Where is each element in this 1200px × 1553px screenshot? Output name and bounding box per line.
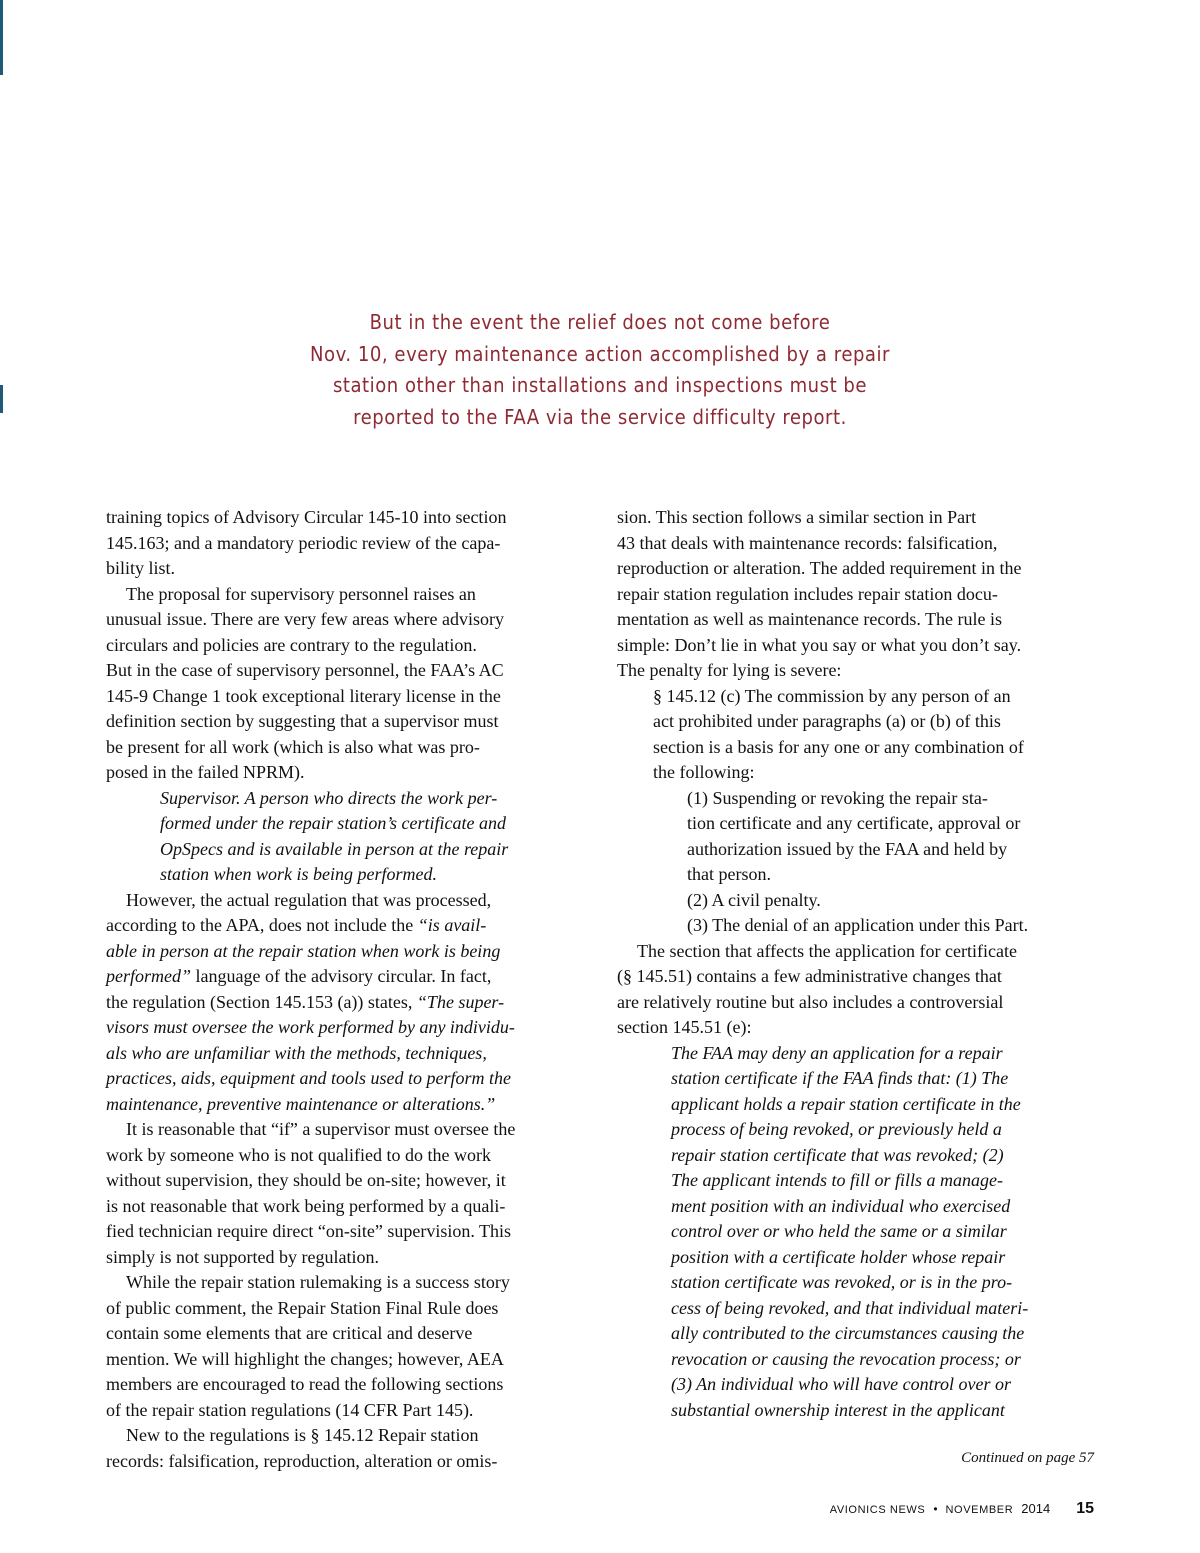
text-line: [106, 1015, 586, 1041]
text-line: (3) The denial of an application under this Part.: [687, 915, 1029, 935]
text-line: [106, 1041, 586, 1067]
pull-quote-line: But in the event the relief does not come before: [369, 310, 831, 334]
italic-fragment: maintenance, preventive maintenance or alterations.”: [106, 1093, 496, 1114]
text-line: formed under the repair station’s certificate and: [160, 813, 506, 833]
text-line: control over or who held the same or a similar: [671, 1221, 1007, 1241]
text-line: ally contributed to the circumstances causing the: [671, 1323, 1025, 1343]
text-line: the following:: [653, 762, 755, 782]
issue-year: 2014: [1021, 1501, 1051, 1516]
text-line: definition section by suggesting that a supervisor must: [106, 711, 499, 731]
text-line: be present for all work (which is also what was pro-: [106, 736, 480, 757]
text-line: is not reasonable that work being performed by a quali-: [106, 1195, 506, 1216]
text-line: However, the actual regulation that was processed,: [126, 889, 492, 910]
right-text-column: [617, 505, 1097, 1423]
pull-quote-line: Nov. 10, every maintenance action accomplished by a repair: [309, 341, 891, 366]
text-line: training topics of Advisory Circular 145-10 into section: [106, 507, 507, 527]
text-line: section 145.51 (e):: [617, 1017, 752, 1037]
page-edge-mark-top: [0, 0, 3, 75]
text-line: § 145.12 (c) The commission by any person of an: [653, 685, 1011, 706]
page-number: 15: [1076, 1500, 1094, 1517]
text-line: repair station regulation includes repair station docu-: [617, 583, 998, 604]
text-line: bility list.: [106, 558, 176, 578]
text-line: reproduction or alteration. The added requirement in the: [617, 558, 1022, 578]
pull-quote-line: reported to the FAA via the service difficulty report.: [353, 404, 847, 429]
continued-note: Continued on page 57: [961, 1450, 1094, 1466]
text-line: applicant holds a repair station certificate in the: [671, 1093, 1021, 1114]
text-line: records: falsification, reproduction, alteration or omis-: [106, 1450, 498, 1471]
text-line: station certificate was revoked, or is in the pro-: [671, 1272, 1013, 1292]
text-line: [106, 939, 586, 965]
text-line: [106, 1066, 586, 1092]
text-line: station when work is being performed.: [160, 864, 437, 884]
text-line: (2) A civil penalty.: [687, 889, 821, 910]
text-line: without supervision, they should be on-site; however, it: [106, 1170, 506, 1190]
text-line: substantial ownership interest in the applicant: [671, 1399, 1005, 1420]
text-line: are relatively routine but also includes a controversial: [617, 991, 1004, 1012]
text-line: position with a certificate holder whose repair: [671, 1246, 1006, 1267]
footer-separator: •: [933, 1502, 938, 1516]
text-line: circulars and policies are contrary to the regulation.: [106, 634, 477, 655]
text-line: (3) An individual who will have control over or: [671, 1374, 1011, 1394]
text-line: station certificate if the FAA finds that: (1) The: [671, 1068, 1009, 1088]
text-line: [106, 964, 586, 990]
text-fragment: language of the advisory circular. In fact,: [191, 966, 492, 986]
text-line: [106, 1092, 586, 1118]
italic-fragment: performed”: [106, 966, 191, 986]
publication-name: AVIONICS NEWS: [829, 1504, 926, 1516]
text-line: process of being revoked, or previously held a: [671, 1119, 1002, 1139]
issue-month: NOVEMBER: [945, 1504, 1014, 1516]
text-line: [106, 913, 586, 939]
pull-quote: [310, 307, 891, 433]
text-line: 145-9 Change 1 took exceptional literary license in the: [106, 685, 501, 706]
text-line: of the repair station regulations (14 CFR Part 145).: [106, 1399, 474, 1420]
text-line: New to the regulations is § 145.12 Repair station: [126, 1425, 479, 1445]
text-line: contain some elements that are critical and deserve: [106, 1323, 473, 1343]
text-line: (1) Suspending or revoking the repair sta-: [687, 787, 988, 808]
text-line: The section that affects the application for certificate: [637, 940, 1017, 961]
text-fragment: the regulation (Section 145.153 (a)) states,: [106, 991, 417, 1012]
text-line: work by someone who is not qualified to do the work: [106, 1144, 491, 1165]
text-line: The proposal for supervisory personnel raises an: [126, 583, 476, 604]
text-line: tion certificate and any certificate, approval or: [687, 813, 1021, 833]
left-text-column: [106, 505, 586, 1474]
text-line: The penalty for lying is severe:: [617, 660, 842, 680]
italic-fragment: “is avail-: [417, 915, 487, 935]
text-line: repair station certificate that was revoked; (2): [671, 1144, 1004, 1165]
text-line: It is reasonable that “if” a supervisor must oversee the: [126, 1119, 516, 1139]
text-line: members are encouraged to read the following sections: [106, 1374, 504, 1394]
text-line: act prohibited under paragraphs (a) or (b) of this: [653, 711, 1001, 731]
text-line: that person.: [687, 864, 771, 884]
page-footer: [830, 1500, 1094, 1518]
text-line: [106, 990, 586, 1016]
text-line: The FAA may deny an application for a repair: [671, 1042, 1003, 1063]
text-line: revocation or causing the revocation process; or: [671, 1348, 1021, 1369]
text-line: But in the case of supervisory personnel, the FAA’s AC: [106, 660, 504, 680]
page-edge-mark-middle: [0, 385, 3, 413]
text-line: The applicant intends to fill or fills a manage-: [671, 1170, 1003, 1190]
text-line: section is a basis for any one or any combination of: [653, 736, 1024, 757]
text-line: 145.163; and a mandatory periodic review of the capa-: [106, 532, 501, 553]
text-line: 43 that deals with maintenance records: falsification,: [617, 532, 998, 553]
text-fragment: according to the APA, does not include the: [106, 915, 418, 935]
text-line: of public comment, the Repair Station Final Rule does: [106, 1297, 499, 1318]
text-line: OpSpecs and is available in person at the repair: [160, 838, 509, 859]
text-line: (§ 145.51) contains a few administrative changes that: [617, 966, 1002, 986]
text-line: While the repair station rulemaking is a success story: [126, 1272, 510, 1292]
pull-quote-line: station other than installations and inspections must be: [332, 373, 868, 397]
text-line: unusual issue. There are very few areas where advisory: [106, 609, 505, 629]
text-line: fied technician require direct “on-site” supervision. This: [106, 1221, 512, 1241]
text-line: mention. We will highlight the changes; however, AEA: [106, 1348, 504, 1369]
italic-fragment: als who are unfamiliar with the methods, techniques,: [106, 1042, 487, 1063]
text-line: Supervisor. A person who directs the work per-: [160, 787, 498, 808]
text-line: posed in the failed NPRM).: [106, 762, 305, 782]
italic-fragment: visors must oversee the work performed by any individu-: [106, 1017, 515, 1037]
text-line: simple: Don’t lie in what you say or what you don’t say.: [617, 634, 1022, 655]
text-line: mentation as well as maintenance records. The rule is: [617, 609, 1003, 629]
italic-fragment: able in person at the repair station when work is being: [106, 940, 501, 961]
italic-fragment: “The super-: [416, 991, 505, 1012]
text-line: authorization issued by the FAA and held by: [687, 838, 1008, 859]
text-line: cess of being revoked, and that individual materi-: [671, 1297, 1029, 1318]
text-line: sion. This section follows a similar section in Part: [617, 507, 977, 527]
italic-fragment: practices, aids, equipment and tools used to perform the: [106, 1068, 511, 1088]
text-line: simply is not supported by regulation.: [106, 1246, 379, 1267]
text-line: ment position with an individual who exercised: [671, 1195, 1011, 1216]
